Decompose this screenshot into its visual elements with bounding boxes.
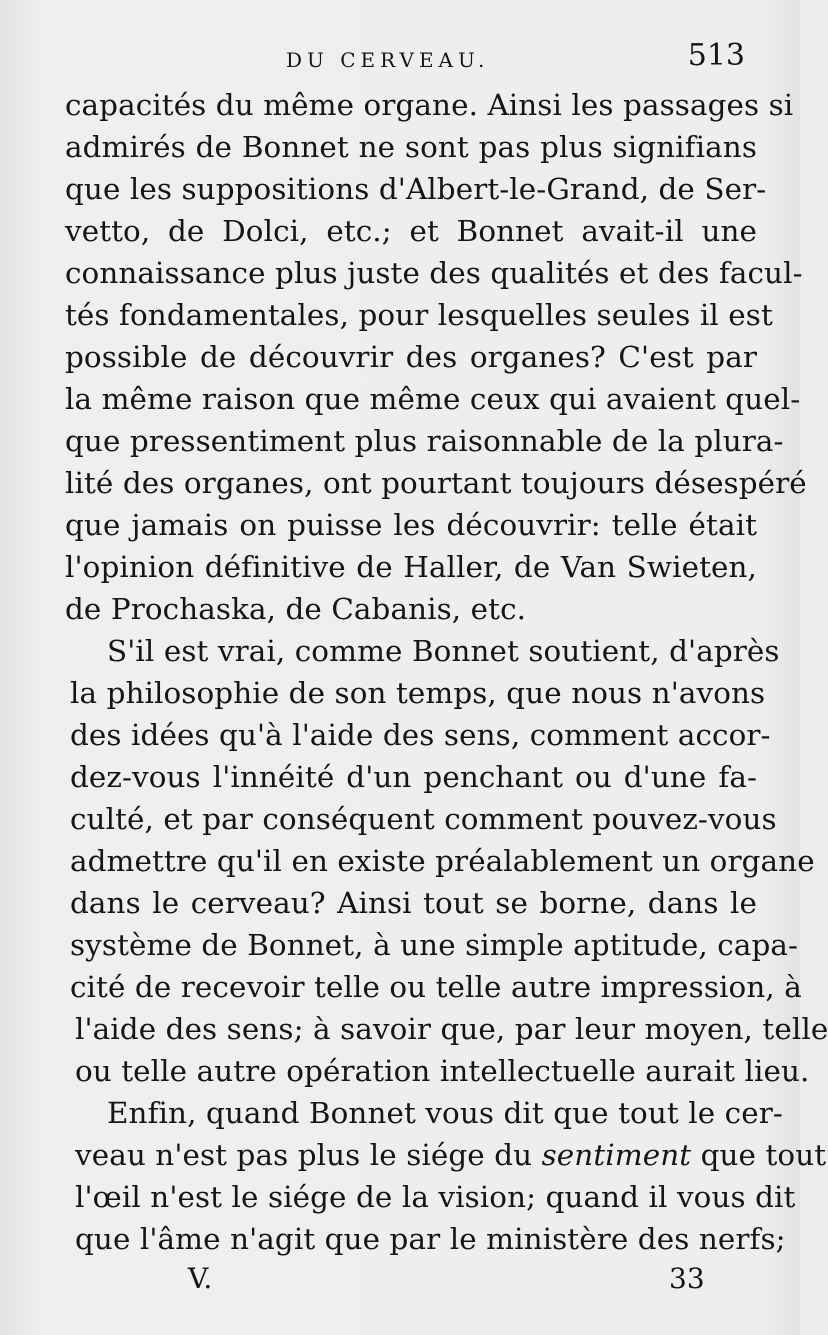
- paragraph-3: [65, 1092, 827, 1260]
- text-line: admettre qu'il en existe préalablement un organe: [70, 844, 815, 878]
- text-line: la philosophie de son temps, que nous n'avons: [70, 676, 766, 710]
- text-line: que pressentiment plus raisonnable de la plura-: [65, 424, 784, 458]
- text-line: possible de découvrir des organes? C'est par: [65, 340, 757, 374]
- text-line: lité des organes, ont pourtant toujours désespéré: [65, 466, 807, 500]
- paragraph-2: [65, 630, 828, 1092]
- paragraph-1: [65, 84, 807, 630]
- text-segment: veau n'est pas plus le siége du: [75, 1138, 533, 1172]
- text-segment: que tout: [700, 1138, 827, 1172]
- text-line: que les suppositions d'Albert-le-Grand, de Ser-: [65, 172, 767, 206]
- text-line: S'il est vrai, comme Bonnet soutient, d'après: [107, 634, 780, 668]
- page-number: 513: [687, 38, 745, 73]
- italic-word: sentiment: [541, 1138, 692, 1172]
- text-line: la même raison que même ceux qui avaient quel-: [65, 382, 801, 416]
- text-line: de Prochaska, de Cabanis, etc.: [65, 592, 527, 626]
- text-line-composite: [65, 1176, 796, 1218]
- text-line: ou telle autre opération intellectuelle aurait lieu.: [75, 1054, 810, 1088]
- text-line: cité de recevoir telle ou telle autre impression, à: [70, 970, 802, 1004]
- text-line: Enfin, quand Bonnet vous dit que tout le cer-: [107, 1096, 783, 1130]
- text-line: tés fondamentales, pour lesquelles seules il est: [65, 298, 773, 332]
- text-line: que jamais on puisse les découvrir: telle était: [65, 508, 757, 542]
- page-header: [0, 38, 800, 78]
- text-line: culté, et par conséquent comment pouvez-vous: [70, 802, 777, 836]
- text-line: l'aide des sens; à savoir que, par leur moyen, telle: [75, 1012, 828, 1046]
- text-segment: l'œil: [75, 1180, 141, 1214]
- text-line: dans le cerveau? Ainsi tout se borne, dans le: [70, 886, 757, 920]
- text-line: que l'âme n'agit que par le ministère des nerfs;: [75, 1222, 786, 1256]
- text-line: connaissance plus juste des qualités et des facul-: [65, 256, 803, 290]
- gathering-number: 33: [669, 1262, 705, 1295]
- text-line: des idées qu'à l'aide des sens, comment accor-: [70, 718, 771, 752]
- text-segment: n'est le siége de la vision; quand il vous dit: [150, 1180, 796, 1214]
- text-line: dez-vous l'innéité d'un penchant ou d'une fa-: [70, 760, 757, 794]
- text-line: système de Bonnet, à une simple aptitude, capa-: [70, 928, 799, 962]
- text-line: admirés de Bonnet ne sont pas plus signifians: [65, 130, 757, 164]
- text-line-with-italic: [65, 1134, 827, 1176]
- text-line: vetto, de Dolci, etc.; et Bonnet avait-il une: [65, 214, 757, 248]
- signature-mark: V.: [188, 1262, 213, 1295]
- text-line: capacités du même organe. Ainsi les passages si: [65, 88, 794, 122]
- running-title: DU CERVEAU.: [286, 48, 490, 72]
- body-text: [65, 84, 828, 1260]
- page-footer: [0, 1262, 800, 1302]
- text-line: l'opinion définitive de Haller, de Van Swieten,: [65, 550, 757, 584]
